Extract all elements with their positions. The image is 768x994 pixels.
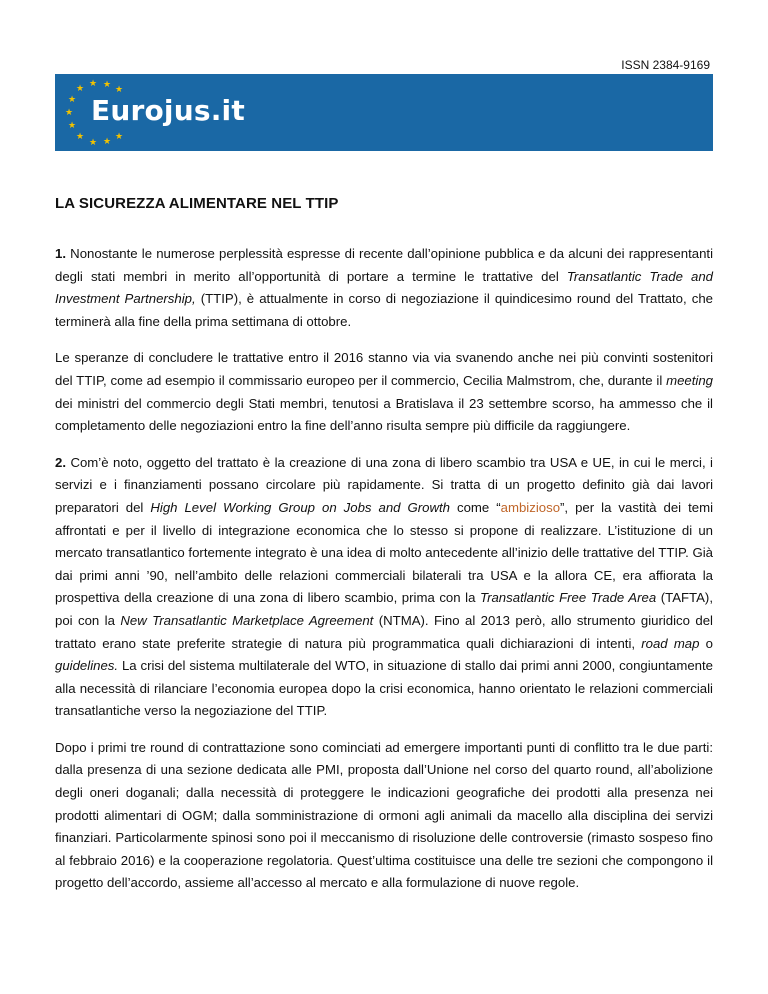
header-banner [55,74,713,151]
site-logo[interactable]: ★ ★ ★ ★ ★ ★ ★ ★ ★ ★ ★ Eurojus.it [65,78,245,147]
logo-text: Eurojus.it [91,94,245,127]
paragraph-4: Dopo i primi tre round di contrattazione sono cominciati ad emergere importanti punti di conflitto tra le due parti: dalla presenza di una sezione dedicata alle PMI, proposta dall’Unione nel corso del quarto round, all’abolizione degli oneri doganali; dalla necessità di proteggere le indicazioni geografiche dei prodotti alla presenza nei prodotti alimentari di OGM; dalla somministrazione di ormoni agli animali da macello alla disciplina dei servizi finanziari. Particolarmente spinosi sono poi il meccanismo di risoluzione delle controversie (rimasto sospeso fino al febbraio 2016) e la cooperazione regolatoria. Quest’ultima costituisce una delle tre sezioni che compongono il progetto dell’accordo, assieme all’accesso al mercato e alla formulazione di nuove regole. [55,739,713,891]
article-body [55,195,713,909]
issn-label: ISSN 2384-9169 [621,58,710,72]
section-number: 1. [55,246,66,261]
section-number: 2. [55,454,66,470]
paragraph-3: 2. Com’è noto, oggetto del trattato è la creazione di una zona di libero scambio tra USA e UE, in cui le merci, i servizi e i finanziamenti possano circolare più rapidamente. Si tratta di un progetto definito già dai lavori preparatori del High Level Working Group on Jobs and Growth come “ambizioso”, per la vastità dei temi affrontati e per il livello di integrazione economica che lo stesso si propone di realizzare. L’istituzione di un mercato transatlantico fortemente integrato è una idea di molto antecedente all’inizio delle trattative del TTIP. Già dai primi anni ’90, nell’ambito delle relazioni commerciali bilaterali tra USA e la allora CE, era affiorata la prospettiva della creazione di una zona di libero scambio, prima con la Transatlantic Free Trade Area (TAFTA), poi con la New Transatlantic Marketplace Agreement (NTMA). Fino al 2013 però, allo strumento giuridico del trattato erano state preferite strategie di natura più programmatica quali dichiarazioni di intenti, road map o guidelines. La crisi del sistema multilaterale del WTO, in situazione di stallo dai primi anni 2000, congiuntamente alla necessità di rilanciare l’economia europea dopo la crisi economica, hanno orientato le relazioni commerciali transatlantiche verso la negoziazione del TTIP. [55,454,714,719]
ambizioso-link[interactable]: ambizioso [500,499,561,515]
paragraph-1: 1. Nonostante le numerose perplessità espresse di recente dall’opinione pubblica e da alcuni dei rappresentanti degli stati membri in merito all’opportunità di portare a termine le trattative del Transatlantic Trade and Investment Partnership, (TTIP), è attualmente in corso di negoziazione il quindicesimo round del Trattato, che terminerà alla fine della prima settimana di ottobre. [55,246,713,329]
article-title: LA SICUREZZA ALIMENTARE NEL TTIP [55,195,339,212]
paragraph-2: Le speranze di concludere le trattative entro il 2016 stanno via via svanendo anche nei più convinti sostenitori del TTIP, come ad esempio il commissario europeo per il commercio, Cecilia Malmstrom, che, durante il meeting dei ministri del commercio degli Stati membri, tenutosi a Bratislava il 23 settembre scorso, ha ammesso che il completamento delle negoziazioni entro la fine dell’anno risulta sempre più difficile da raggiungere. [55,350,713,434]
